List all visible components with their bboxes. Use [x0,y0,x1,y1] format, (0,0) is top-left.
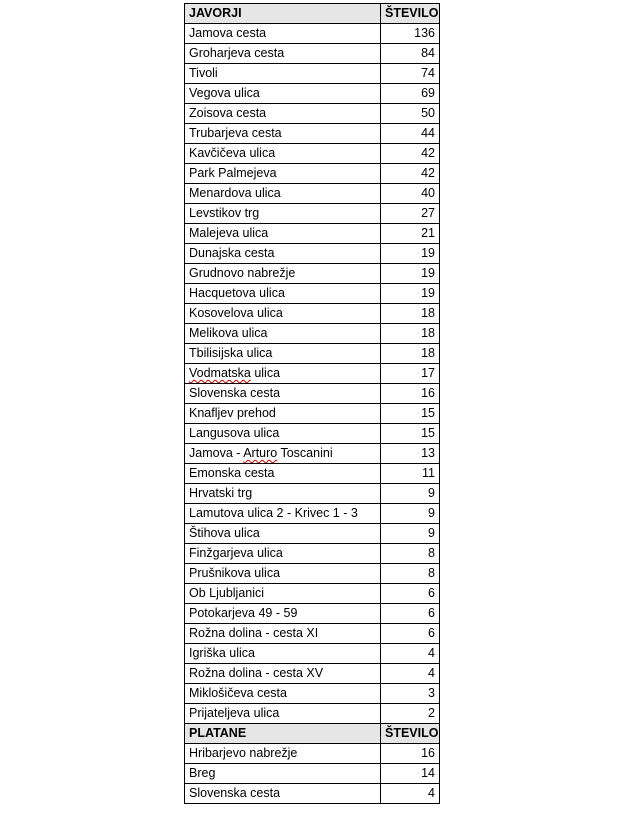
street-name-cell: Vodmatska ulica [185,364,381,384]
table-row [185,384,440,404]
section-header-count: ŠTEVILO [381,724,440,744]
section-header-count: ŠTEVILO [381,4,440,24]
street-name-cell: Malejeva ulica [185,224,381,244]
table-row [185,364,440,384]
street-name-cell: Lamutova ulica 2 - Krivec 1 - 3 [185,504,381,524]
tree-count-cell: 9 [381,504,440,524]
tree-count-cell: 84 [381,44,440,64]
street-name-cell: Jamova - Arturo Toscanini [185,444,381,464]
tree-count-cell: 3 [381,684,440,704]
table-row [185,144,440,164]
tree-count-cell: 16 [381,744,440,764]
tree-count-cell: 50 [381,104,440,124]
table-row [185,684,440,704]
tree-count-cell: 44 [381,124,440,144]
tree-count-cell: 74 [381,64,440,84]
table-row [185,184,440,204]
table-row [185,64,440,84]
street-name-cell: Tivoli [185,64,381,84]
tree-count-cell: 27 [381,204,440,224]
street-name-cell: Miklošičeva cesta [185,684,381,704]
table-row [185,764,440,784]
table-row [185,24,440,44]
street-name-cell: Emonska cesta [185,464,381,484]
table-row [185,204,440,224]
table-row [185,744,440,764]
street-name-cell: Dunajska cesta [185,244,381,264]
tree-count-cell: 42 [381,144,440,164]
table-row [185,504,440,524]
table-row [185,464,440,484]
street-name-cell: Slovenska cesta [185,384,381,404]
tree-count-cell: 4 [381,644,440,664]
table-row [185,444,440,464]
tree-count-cell: 19 [381,264,440,284]
tree-count-cell: 6 [381,584,440,604]
street-name-cell: Ob Ljubljanici [185,584,381,604]
street-name-cell: Potokarjeva 49 - 59 [185,604,381,624]
street-name-cell: Langusova ulica [185,424,381,444]
street-name-cell: Trubarjeva cesta [185,124,381,144]
street-name-cell: Finžgarjeva ulica [185,544,381,564]
table-row [185,324,440,344]
tree-count-cell: 19 [381,284,440,304]
street-name-cell: Prušnikova ulica [185,564,381,584]
table-row [185,244,440,264]
tree-count-cell: 69 [381,84,440,104]
street-name-cell: Slovenska cesta [185,784,381,804]
table-body [185,4,440,804]
table-row [185,664,440,684]
section-header-row [185,724,440,744]
tree-count-cell: 14 [381,764,440,784]
tree-count-cell: 136 [381,24,440,44]
table-row [185,604,440,624]
tree-count-cell: 40 [381,184,440,204]
spellcheck-mark: Arturo [243,446,278,460]
street-name-cell: Hrvatski trg [185,484,381,504]
street-name-cell: Park Palmejeva [185,164,381,184]
table-row [185,484,440,504]
section-header-name: PLATANE [185,724,381,744]
tree-count-cell: 4 [381,784,440,804]
tree-count-cell: 21 [381,224,440,244]
tree-count-cell: 17 [381,364,440,384]
table-row [185,44,440,64]
street-name-cell: Igriška ulica [185,644,381,664]
tree-count-cell: 18 [381,324,440,344]
street-name-cell: Rožna dolina - cesta XV [185,664,381,684]
tree-count-cell: 8 [381,564,440,584]
street-name-cell: Jamova cesta [185,24,381,44]
street-name-cell: Štihova ulica [185,524,381,544]
tree-count-cell: 6 [381,624,440,644]
tree-count-cell: 9 [381,524,440,544]
table-row [185,624,440,644]
table-row [185,524,440,544]
tree-count-cell: 15 [381,404,440,424]
tree-count-cell: 19 [381,244,440,264]
tree-count-cell: 18 [381,304,440,324]
tree-count-cell: 11 [381,464,440,484]
street-name-cell: Kosovelova ulica [185,304,381,324]
street-name-cell: Prijateljeva ulica [185,704,381,724]
table-row [185,564,440,584]
tree-count-cell: 13 [381,444,440,464]
table-row [185,284,440,304]
street-name-cell: Rožna dolina - cesta XI [185,624,381,644]
street-name-cell: Levstikov trg [185,204,381,224]
tree-count-cell: 18 [381,344,440,364]
street-name-cell: Vegova ulica [185,84,381,104]
table-row [185,164,440,184]
tree-count-cell: 2 [381,704,440,724]
table-row [185,104,440,124]
street-name-cell: Kavčičeva ulica [185,144,381,164]
street-name-cell: Grudnovo nabrežje [185,264,381,284]
table-row [185,264,440,284]
table-row [185,704,440,724]
table-row [185,544,440,564]
street-name-cell: Menardova ulica [185,184,381,204]
table-row [185,584,440,604]
tree-count-cell: 42 [381,164,440,184]
street-name-cell: Melikova ulica [185,324,381,344]
tree-count-table [184,3,440,804]
table-row [185,84,440,104]
street-name-cell: Zoisova cesta [185,104,381,124]
tree-count-cell: 4 [381,664,440,684]
table-row [185,304,440,324]
street-name-cell: Tbilisijska ulica [185,344,381,364]
spellcheck-mark: Vodmatska [189,366,251,380]
street-name-cell: Hacquetova ulica [185,284,381,304]
section-header-row [185,4,440,24]
street-name-cell: Knafljev prehod [185,404,381,424]
street-name-cell: Breg [185,764,381,784]
table-row [185,344,440,364]
street-name-cell: Groharjeva cesta [185,44,381,64]
tree-count-cell: 6 [381,604,440,624]
table-row [185,404,440,424]
table-row [185,224,440,244]
street-name-cell: Hribarjevo nabrežje [185,744,381,764]
table-row [185,124,440,144]
tree-count-cell: 8 [381,544,440,564]
tree-count-cell: 16 [381,384,440,404]
tree-count-cell: 15 [381,424,440,444]
section-header-name: JAVORJI [185,4,381,24]
table-row [185,644,440,664]
table-row [185,424,440,444]
table-row [185,784,440,804]
tree-count-cell: 9 [381,484,440,504]
